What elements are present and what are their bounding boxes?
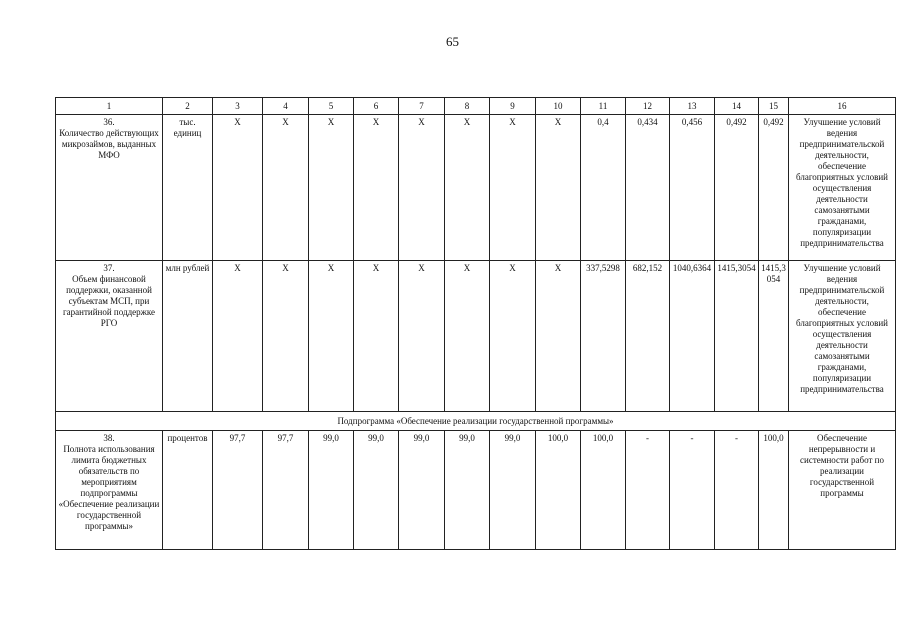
value-cell: 0,456 — [670, 115, 715, 261]
value-cell: 0,492 — [759, 115, 789, 261]
value-cell: X — [536, 115, 581, 261]
header-cell: 13 — [670, 98, 715, 115]
value-cell: 100,0 — [536, 431, 581, 550]
value-cell: X — [263, 261, 309, 412]
header-cell: 1 — [56, 98, 163, 115]
value-cell: - — [715, 431, 759, 550]
expected-result: Обеспечение непрерывности и системности работ по реализации государственной программы — [789, 431, 896, 550]
header-cell: 12 — [626, 98, 670, 115]
value-cell: X — [490, 115, 536, 261]
header-cell: 11 — [581, 98, 626, 115]
value-cell: 99,0 — [309, 431, 354, 550]
header-cell: 8 — [445, 98, 490, 115]
value-cell: X — [399, 261, 445, 412]
value-cell: X — [213, 261, 263, 412]
value-cell: X — [213, 115, 263, 261]
header-cell: 9 — [490, 98, 536, 115]
value-cell: - — [626, 431, 670, 550]
value-cell: - — [670, 431, 715, 550]
value-cell: 100,0 — [759, 431, 789, 550]
table-row — [56, 115, 896, 261]
value-cell: 0,4 — [581, 115, 626, 261]
value-cell: X — [263, 115, 309, 261]
header-row — [56, 98, 896, 115]
indicator-unit: млн рублей — [163, 261, 213, 412]
indicator-name: 38. Полнота использования лимита бюджетных обязательств по мероприятиям подпрограммы «Обеспечение реализации государственной программы» — [56, 431, 163, 550]
value-cell: X — [354, 115, 399, 261]
value-cell: X — [490, 261, 536, 412]
value-cell: 100,0 — [581, 431, 626, 550]
subprogram-title: Подпрограмма «Обеспечение реализации государственной программы» — [56, 412, 896, 431]
table-row — [56, 431, 896, 550]
value-cell: X — [399, 115, 445, 261]
value-cell: 97,7 — [213, 431, 263, 550]
subprogram-row — [56, 412, 896, 431]
value-cell: 99,0 — [490, 431, 536, 550]
value-cell: 97,7 — [263, 431, 309, 550]
value-cell: 1040,6364 — [670, 261, 715, 412]
value-cell: 0,492 — [715, 115, 759, 261]
value-cell: 1415,3054 — [715, 261, 759, 412]
value-cell: 0,434 — [626, 115, 670, 261]
expected-result: Улучшение условий ведения предпринимательской деятельности, обеспечение благоприятных условий осуществления деятельности самозанятыми гражданами, популяризации предпринимательства — [789, 261, 896, 412]
value-cell: 337,5298 — [581, 261, 626, 412]
expected-result: Улучшение условий ведения предпринимательской деятельности, обеспечение благоприятных условий осуществления деятельности самозанятыми гражданами, популяризации предпринимательства — [789, 115, 896, 261]
header-cell: 7 — [399, 98, 445, 115]
value-cell: 1415,3054 — [759, 261, 789, 412]
value-cell: X — [445, 115, 490, 261]
header-cell: 3 — [213, 98, 263, 115]
indicator-unit: процентов — [163, 431, 213, 550]
header-cell: 16 — [789, 98, 896, 115]
header-cell: 10 — [536, 98, 581, 115]
table-row — [56, 261, 896, 412]
value-cell: X — [445, 261, 490, 412]
header-cell: 2 — [163, 98, 213, 115]
indicator-name: 36. Количество действующих микрозаймов, выданных МФО — [56, 115, 163, 261]
indicators-table — [55, 97, 896, 550]
value-cell: X — [309, 261, 354, 412]
header-cell: 6 — [354, 98, 399, 115]
header-cell: 4 — [263, 98, 309, 115]
value-cell: X — [309, 115, 354, 261]
page-number: 65 — [446, 34, 459, 49]
value-cell: X — [536, 261, 581, 412]
value-cell: 682,152 — [626, 261, 670, 412]
value-cell: 99,0 — [445, 431, 490, 550]
header-cell: 5 — [309, 98, 354, 115]
header-cell: 15 — [759, 98, 789, 115]
header-cell: 14 — [715, 98, 759, 115]
value-cell: X — [354, 261, 399, 412]
value-cell: 99,0 — [399, 431, 445, 550]
value-cell: 99,0 — [354, 431, 399, 550]
indicator-name: 37. Объем финансовой поддержки, оказанной субъектам МСП, при гарантийной поддержке РГО — [56, 261, 163, 412]
indicator-unit: тыс. единиц — [163, 115, 213, 261]
